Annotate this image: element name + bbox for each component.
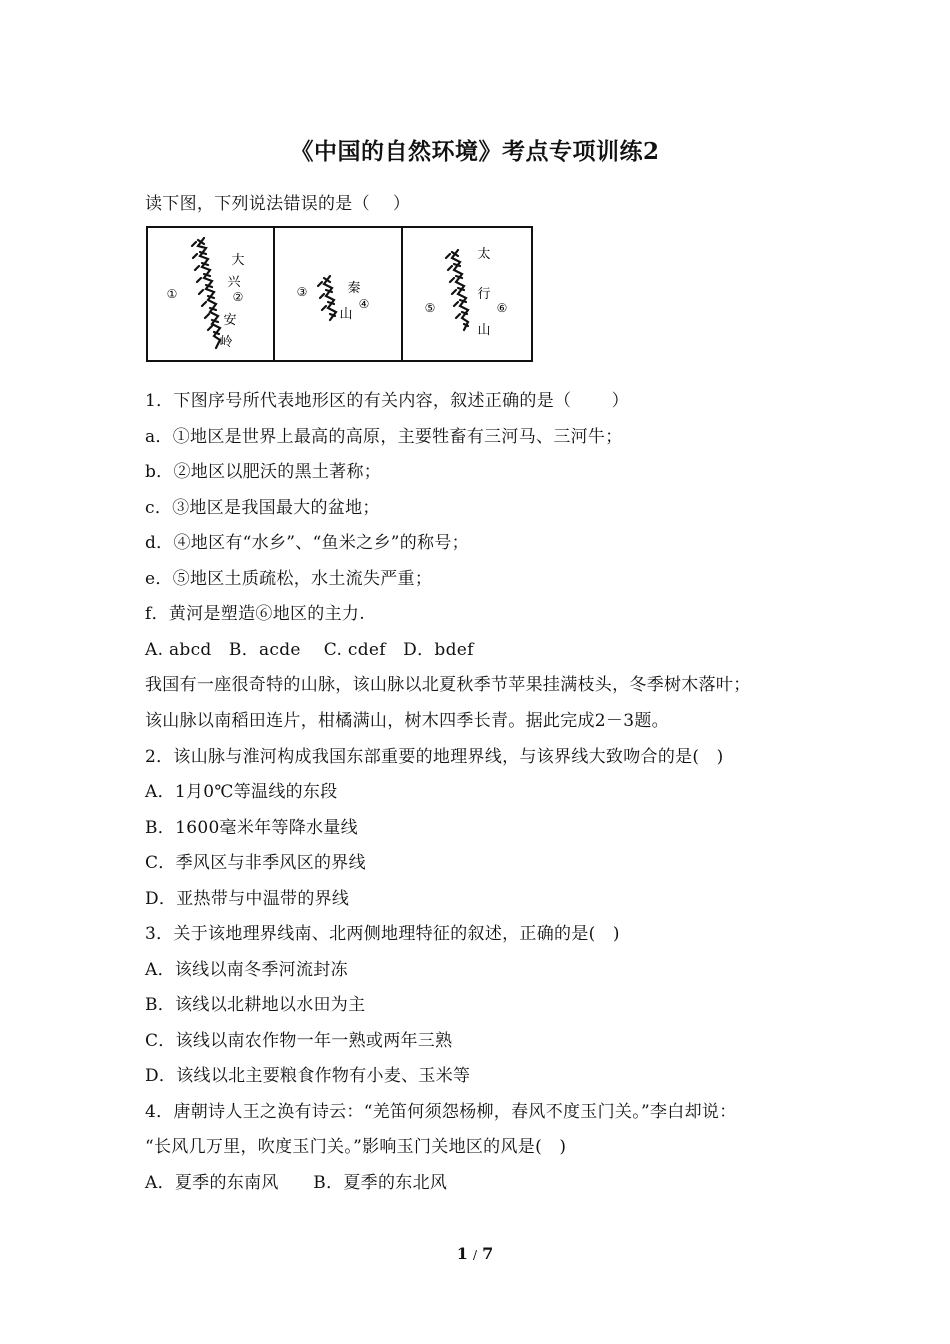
answer-choices-1: A. abcd B．acde C. cdef D．bdef [145, 640, 474, 660]
mountain-name-char: 山 [339, 307, 353, 322]
label-1: ① [166, 287, 178, 301]
question-2: 2．该山脉与淮河构成我国东部重要的地理界线，与该界线大致吻合的是( ) [145, 747, 724, 767]
mountain-name-char: 行 [477, 287, 491, 302]
passage-line: 我国有一座很奇特的山脉，该山脉以北夏秋季节苹果挂满枝头，冬季树木落叶； [145, 675, 751, 695]
page-title: 《中国的自然环境》考点专项训练2 [290, 138, 660, 165]
passage-line: 该山脉以南稻田连片，柑橘满山，树木四季长青。据此完成2－3题。 [145, 711, 669, 731]
question-3-option-b: B．该线以北耕地以水田为主 [145, 995, 366, 1015]
page-separator: / [472, 1248, 478, 1262]
option-e: e．⑤地区土质疏松，水土流失严重； [145, 569, 433, 589]
option-f: f．黄河是塑造⑥地区的主力. [145, 604, 365, 624]
mountain-name-char: 大 [231, 253, 245, 268]
question-3-option-c: C．该线以南农作物一年一熟或两年三熟 [145, 1031, 453, 1051]
label-5: ⑤ [424, 301, 436, 315]
mountain-name-char: 太 [477, 247, 491, 262]
question-4-continued: “长风几万里，吹度玉门关。”影响玉门关地区的风是( ) [145, 1137, 567, 1157]
label-6: ⑥ [496, 301, 508, 315]
question-3: 3．关于该地理界线南、北两侧地理特征的叙述，正确的是( ) [145, 924, 620, 944]
question-3-option-d: D．该线以北主要粮食作物有小麦、玉米等 [145, 1066, 471, 1086]
question-1: 1．下图序号所代表地形区的有关内容，叙述正确的是（ ） [145, 391, 629, 411]
question-2-option-b: B．1600毫米年等降水量线 [145, 818, 358, 838]
question-2-option-c: C．季风区与非季风区的界线 [145, 853, 366, 873]
mountain-figure-svg [146, 226, 533, 362]
question-4-options: A．夏季的东南风 B．夏季的东北风 [145, 1173, 448, 1193]
option-a: a．①地区是世界上最高的高原，主要牲畜有三河马、三河牛； [145, 427, 623, 447]
option-c: c．③地区是我国最大的盆地； [145, 498, 380, 518]
intro-question: 读下图，下列说法错误的是（ ） [145, 194, 411, 214]
label-4: ④ [358, 297, 370, 311]
option-d: d．④地区有“水乡”、“鱼米之乡”的称号； [145, 533, 469, 553]
question-3-option-a: A．该线以南冬季河流封冻 [145, 960, 348, 980]
current-page: 1 [456, 1244, 468, 1263]
label-3: ③ [296, 285, 308, 299]
mountain-name-char: 兴 [227, 275, 241, 290]
mountain-name-char: 山 [477, 323, 491, 338]
option-b: b．②地区以肥沃的黑土著称； [145, 462, 382, 482]
question-2-option-a: A．1月0℃等温线的东段 [145, 782, 338, 802]
mountain-figure [146, 226, 533, 362]
question-4: 4．唐朝诗人王之涣有诗云：“羌笛何须怨杨柳，春风不度玉门关。”李白却说： [145, 1102, 737, 1122]
page-number [0, 1244, 950, 1263]
total-pages: 7 [482, 1244, 494, 1263]
mountain-name-char: 秦 [347, 281, 361, 296]
mountain-name-char: 岭 [219, 335, 233, 350]
question-2-option-d: D．亚热带与中温带的界线 [145, 889, 350, 909]
label-2: ② [232, 290, 244, 304]
mountain-name-char: 安 [223, 313, 237, 328]
